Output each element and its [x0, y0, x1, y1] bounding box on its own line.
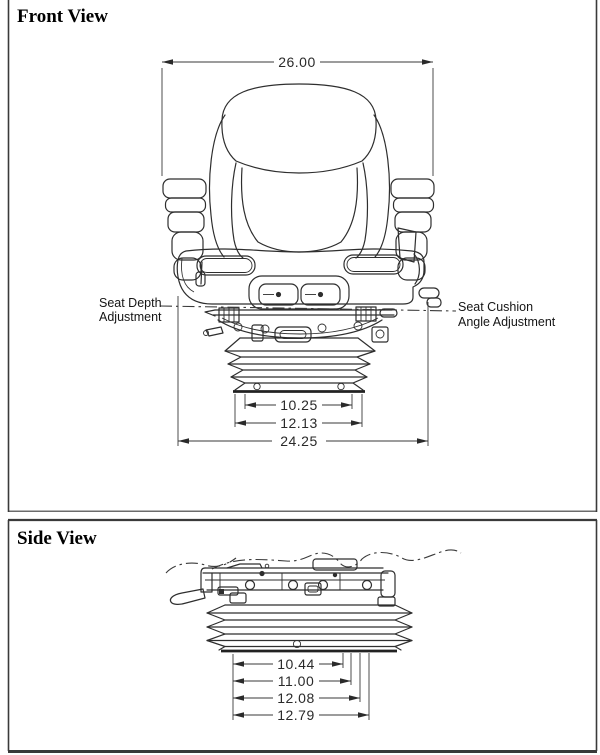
seat-depth-label	[99, 296, 162, 324]
dimension-26-00	[162, 54, 433, 176]
svg-text:12.08: 12.08	[277, 690, 315, 706]
front-seat-drawing	[163, 84, 441, 392]
svg-text:11.00: 11.00	[277, 673, 315, 689]
svg-text:Seat Cushion: Seat Cushion	[458, 300, 534, 314]
front-view-title: Front View	[17, 6, 108, 27]
bellows-front	[225, 338, 375, 392]
release-handle	[170, 589, 224, 604]
svg-text:10.44: 10.44	[277, 656, 315, 672]
headrest	[222, 84, 376, 173]
side-suspension-drawing	[170, 559, 412, 651]
svg-text:12.79: 12.79	[277, 707, 315, 723]
side-view-panel	[0, 517, 600, 755]
svg-text:Adjustment: Adjustment	[99, 310, 162, 324]
svg-text:24.25: 24.25	[280, 433, 318, 449]
backrest-shell	[210, 115, 390, 258]
svg-text:Seat Depth: Seat Depth	[99, 296, 162, 310]
svg-text:10.25: 10.25	[280, 397, 318, 413]
bellows-side	[207, 605, 412, 651]
svg-text:12.13: 12.13	[280, 415, 318, 431]
rail-body	[201, 568, 395, 606]
armrest-left	[163, 179, 206, 286]
seat-cushion-angle-label	[458, 300, 556, 329]
svg-text:26.00: 26.00	[278, 54, 316, 70]
side-view-title: Side View	[17, 528, 97, 549]
suspension-front	[204, 307, 398, 342]
dimension-10-25	[245, 394, 352, 413]
armrest-right	[391, 179, 434, 284]
svg-text:Angle Adjustment: Angle Adjustment	[458, 315, 556, 329]
